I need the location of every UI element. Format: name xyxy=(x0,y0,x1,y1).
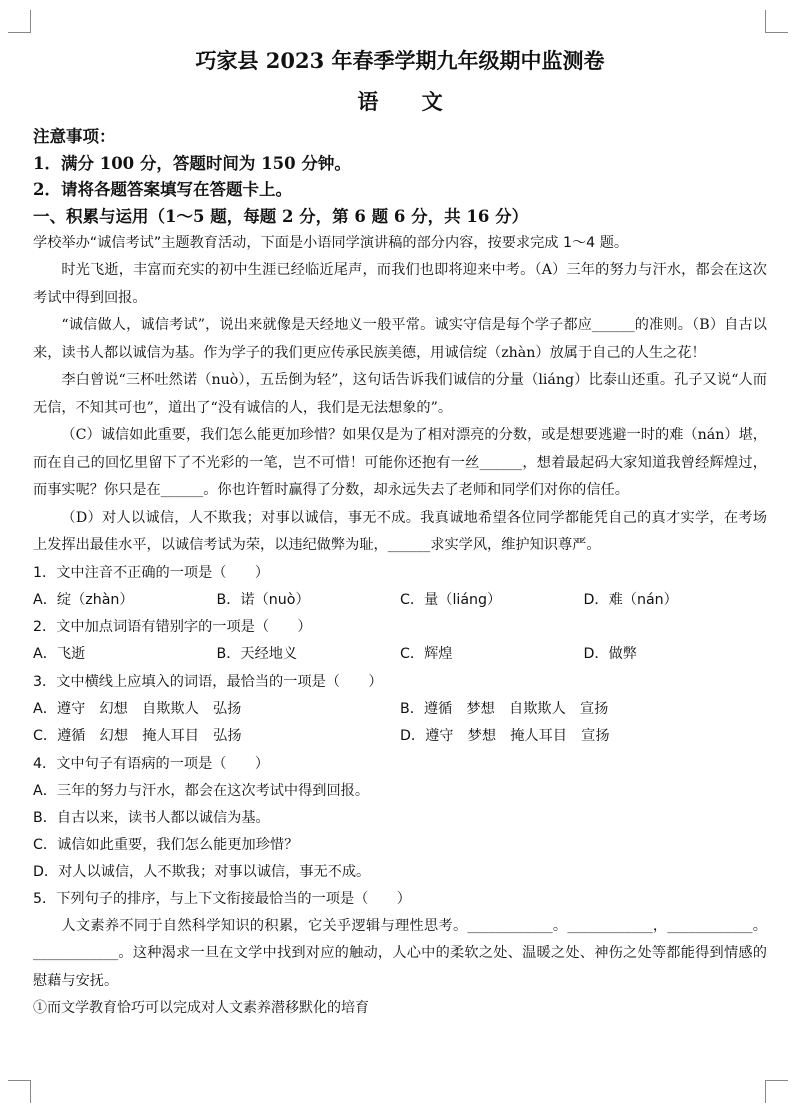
question-5-sentence-1: ①而文学教育恰巧可以完成对人文素养潜移默化的培育 xyxy=(33,1000,369,1016)
notice-item-2: 2．请将各题答案填写在答题卡上。 xyxy=(33,180,292,199)
option-b: B．天经地义 xyxy=(216,646,298,662)
option-d: D．遵守 梦想 掩人耳目 宣扬 xyxy=(400,728,610,744)
option-a: A．绽（zhàn） xyxy=(33,591,134,608)
passage-paragraph-2: “诚信做人，诚信考试”，说出来就像是天经地义一般平常。诚实守信是每个学子都应______的准则。（B）自古以来，读书人都以诚信为基。作为学子的我们更应传承民族美德，用诚信绽（zhàn）放属于自己的人生之花！ xyxy=(33,317,767,361)
option-b: B．遵循 梦想 自欺欺人 宣扬 xyxy=(400,700,609,717)
option-d: D．难（nán） xyxy=(583,591,678,608)
question-2-options xyxy=(33,641,767,669)
option-a: A．遵守 幻想 自欺欺人 弘扬 xyxy=(33,700,242,717)
subject-title: 语 文 xyxy=(357,89,461,114)
passage-paragraph-3: 李白曾说“三杯吐然诺（nuò），五岳倒为轻”，这句话告诉我们诚信的分量（liáng）比泰山还重。孔子又说“人而无信，不知其可也”，道出了“没有诚信的人，我们是无法想象的”。 xyxy=(33,372,767,416)
section-intro: 学校举办“诚信考试”主题教育活动，下面是小语同学演讲稿的部分内容，按要求完成 1～4 题。 xyxy=(33,235,629,251)
option-a: A．三年的努力与汗水，都会在这次考试中得到回报。 xyxy=(33,782,370,799)
question-1-stem: 1．文中注音不正确的一项是（ ） xyxy=(33,564,270,581)
corner-mark-top-right xyxy=(765,10,788,33)
question-3-options-row-1 xyxy=(33,696,767,724)
option-c: C．量（liáng） xyxy=(400,591,502,608)
question-5-stem: 5．下列句子的排序，与上下文衔接最恰当的一项是（ ） xyxy=(33,890,411,907)
corner-mark-top-left xyxy=(8,10,31,33)
option-c: C．诚信如此重要，我们怎么能更加珍惜？ xyxy=(33,836,299,853)
exam-title: 巧家县 2023 年春季学期九年级期中监测卷 xyxy=(195,48,605,73)
option-a: A．飞逝 xyxy=(33,646,86,662)
question-4-stem: 4．文中句子有语病的一项是（ ） xyxy=(33,755,270,772)
option-d: D．对人以诚信，人不欺我；对事以诚信，事无不成。 xyxy=(33,863,371,880)
question-5-passage: 人文素养不同于自然科学知识的积累，它关乎逻辑与理性思考。____________。____________，____________。____________。这种渴求一旦在文学中找到对应的触动，人心中的柔软之处、温暖之处、神伤之处等都能得到情感的慰藉与安抚。 xyxy=(33,917,767,989)
passage-paragraph-5: （D）对人以诚信，人不欺我；对事以诚信，事无不成。我真诚地希望各位同学都能凭自己的真才实学，在考场上发挥出最佳水平，以诚信考试为荣，以违纪做弊为耻，______求实学风，维护知识尊严。 xyxy=(33,509,767,553)
option-b: B．诺（nuò） xyxy=(216,591,310,608)
question-1-options xyxy=(33,587,767,615)
exam-page xyxy=(33,44,767,1022)
notice-heading: 注意事项： xyxy=(33,127,116,146)
passage-paragraph-1: 时光飞逝，丰富而充实的初中生涯已经临近尾声，而我们也即将迎来中考。（A）三年的努力与汗水，都会在这次考试中得到回报。 xyxy=(33,262,767,306)
question-3-options-row-2 xyxy=(33,723,767,751)
corner-mark-bottom-right xyxy=(765,1080,788,1103)
option-c: C．遵循 幻想 掩人耳目 弘扬 xyxy=(33,728,242,744)
question-3-stem: 3．文中横线上应填入的词语，最恰当的一项是（ ） xyxy=(33,673,383,690)
corner-mark-bottom-left xyxy=(8,1080,31,1103)
passage-paragraph-4: （C）诚信如此重要，我们怎么能更加珍惜？如果仅是为了相对漂亮的分数，或是想要逃避一时的难（nán）堪，而在自己的回忆里留下了不光彩的一笔，岂不可惜！可能你还抱有一丝______，想着最起码大家知道我曾经辉煌过，而事实呢？你只是在______。你也许暂时赢得了分数，却永远失去了老师和同学们对你的信任。 xyxy=(33,427,767,498)
notice-item-1: 1．满分 100 分，答题时间为 150 分钟。 xyxy=(33,153,351,173)
option-d: D．做弊 xyxy=(583,646,637,662)
option-b: B．自古以来，读书人都以诚信为基。 xyxy=(33,809,270,826)
question-2-stem: 2．文中加点词语有错别字的一项是（ ） xyxy=(33,619,312,635)
option-c: C．辉煌 xyxy=(400,646,453,662)
section-heading: 一、积累与运用（1～5 题，每题 2 分，第 6 题 6 分，共 16 分） xyxy=(33,206,529,226)
